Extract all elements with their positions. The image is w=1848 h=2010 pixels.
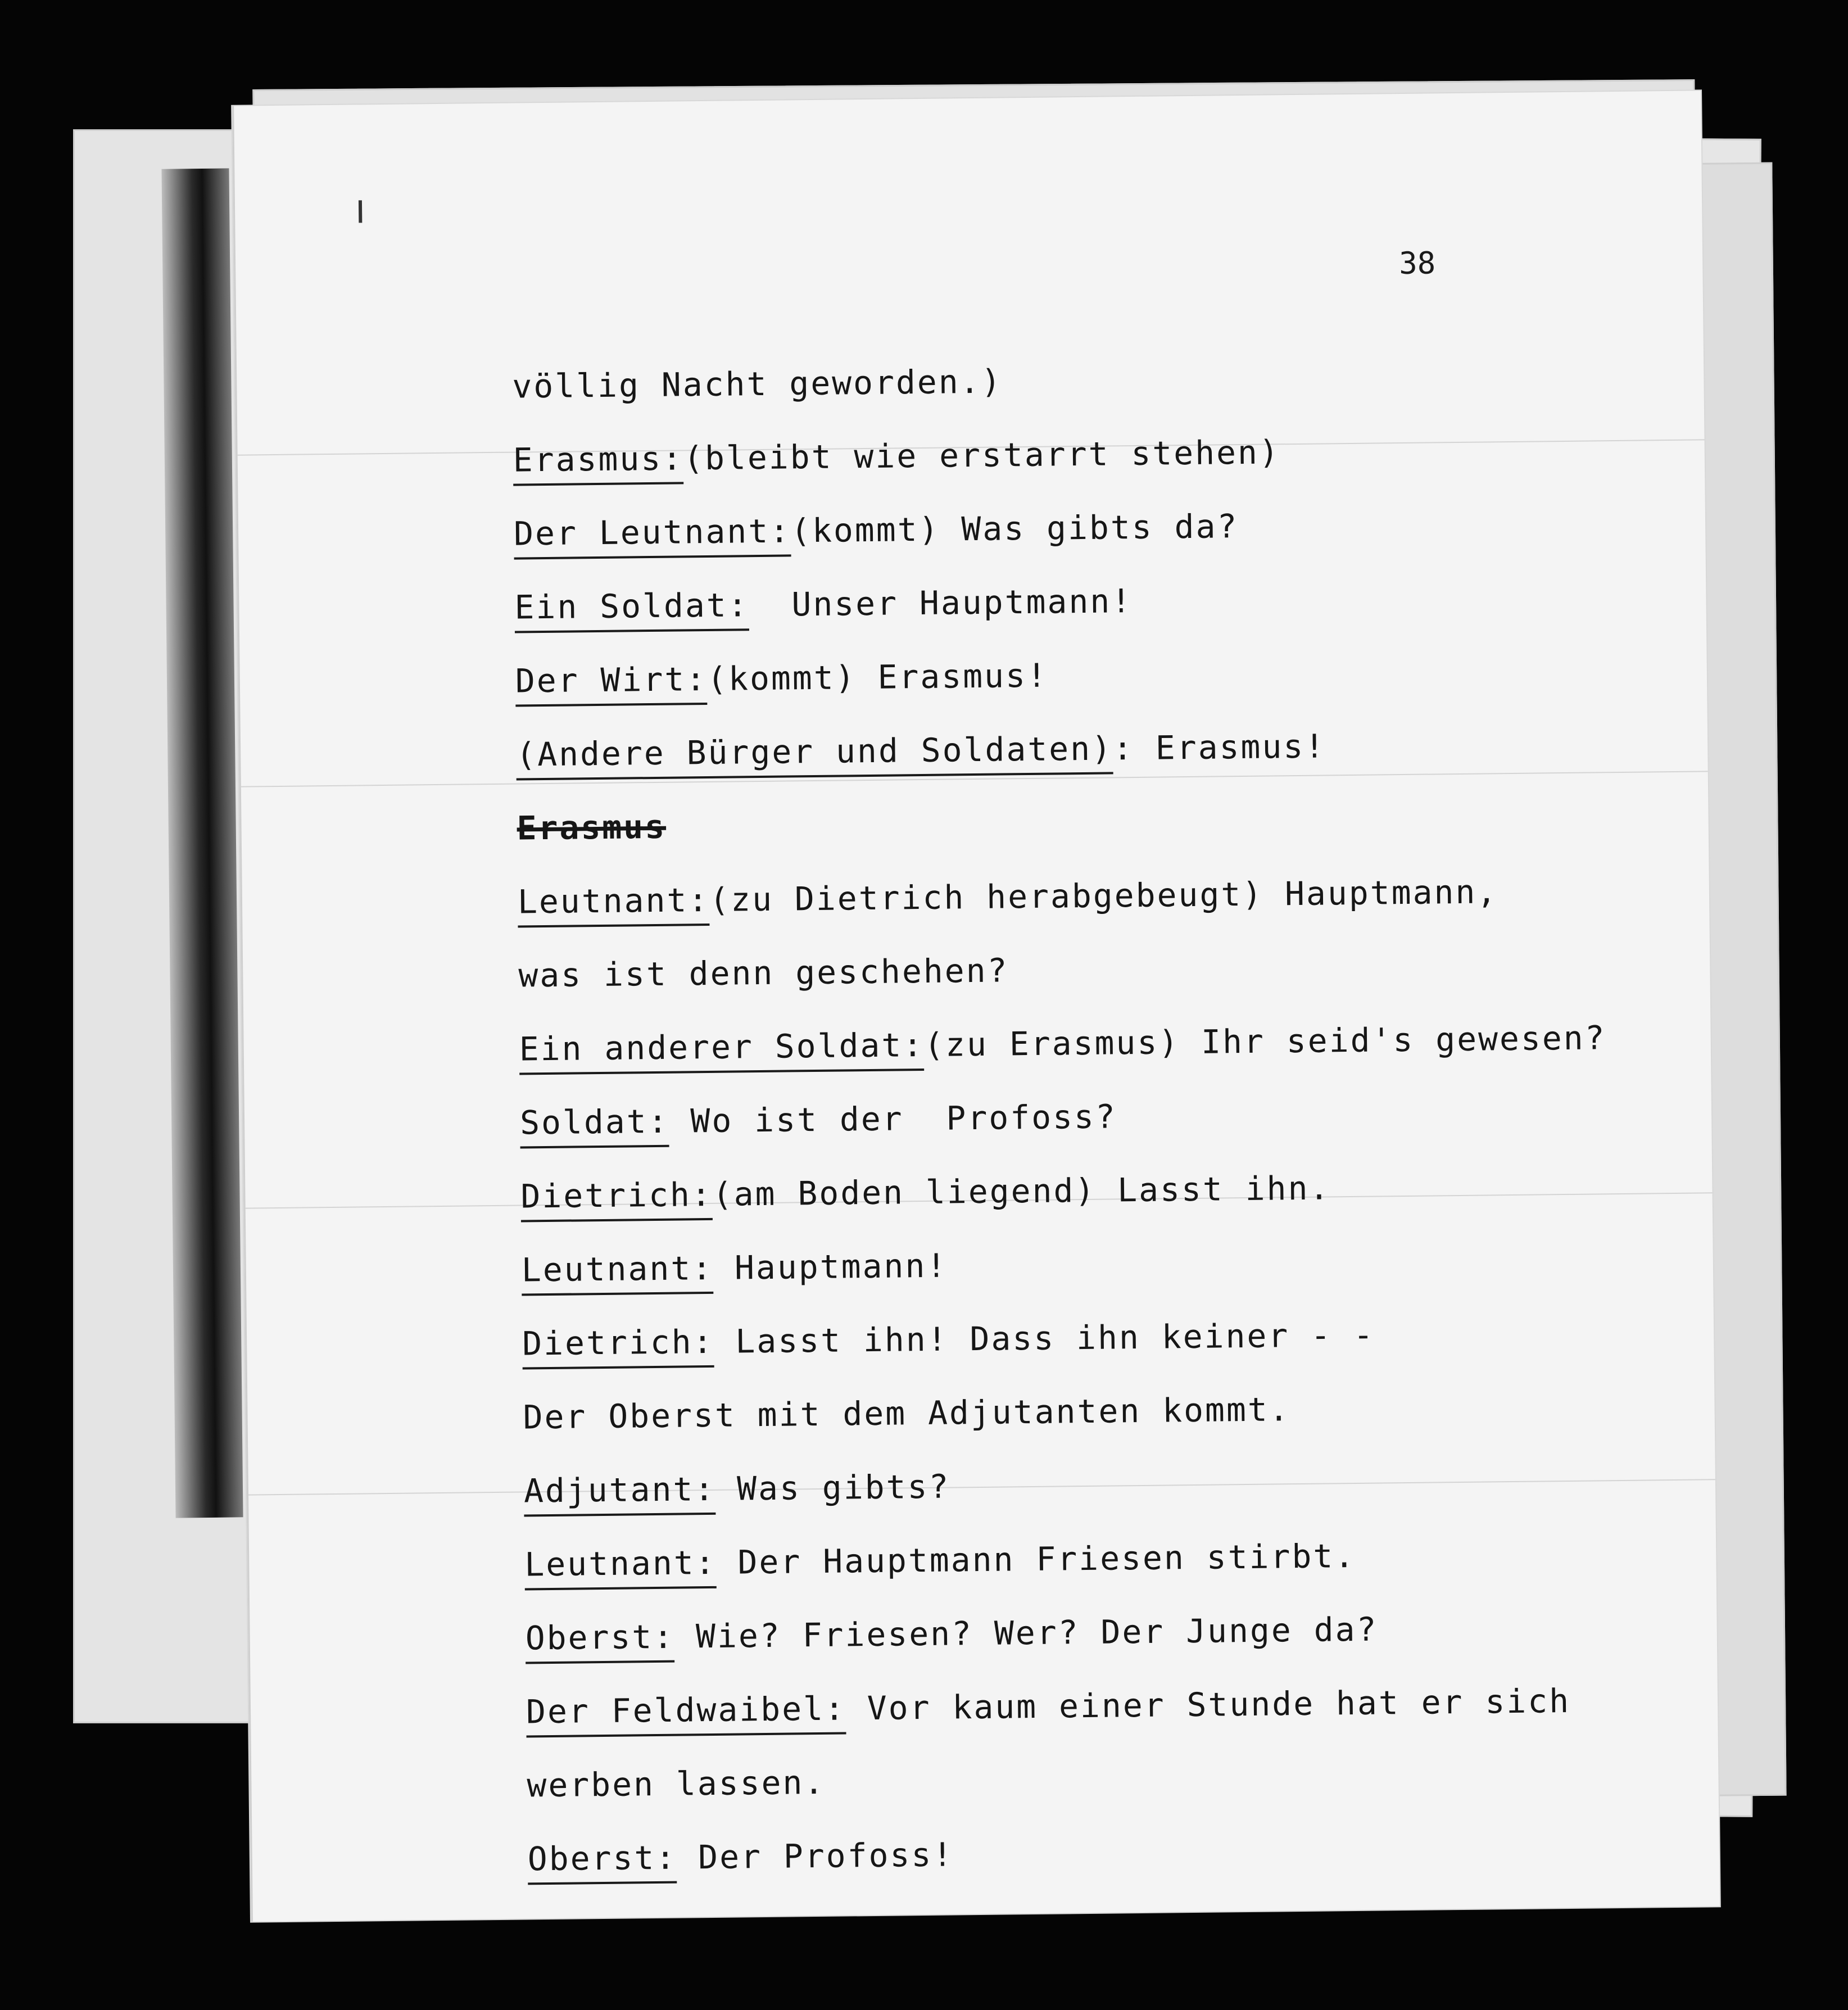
page-number: 38 (1398, 245, 1436, 282)
speaker-label: Ein Soldat: (514, 586, 749, 633)
dialogue-text: (kommt) Was gibts da? (790, 507, 1239, 550)
script-line (514, 503, 1672, 588)
script-line (518, 944, 1677, 1030)
speaker-label: Der Wirt: (515, 660, 708, 707)
dialogue-text: Der Profoss! (676, 1835, 954, 1877)
dialogue-text: (kommt) Erasmus! (706, 656, 1049, 698)
script-line (524, 1460, 1682, 1546)
script-line (523, 1386, 1681, 1472)
script-line (516, 723, 1674, 809)
page-mark (359, 200, 362, 223)
speaker-label: Oberst: (527, 1839, 677, 1885)
dialogue-text: Lasst ihn! Dass ihn keiner - - (714, 1315, 1375, 1361)
page-fold-shadow (161, 168, 243, 1518)
struck-out-line (517, 797, 1675, 883)
dialogue-text: Unser Hauptmann! (749, 582, 1133, 624)
script-line (526, 1681, 1684, 1767)
dialogue-text: Hauptmann! (713, 1246, 948, 1287)
speaker-label: Soldat: (520, 1102, 669, 1149)
document-page (232, 90, 1720, 1921)
struck-text: Erasmus (517, 807, 667, 848)
script-line (514, 576, 1673, 662)
dialogue-text: (zu Erasmus) Ihr seid's gewesen? (923, 1018, 1606, 1064)
script-line (527, 1828, 1686, 1914)
dialogue-text: völlig Nacht geworden.) (512, 362, 1003, 406)
speaker-label: Erasmus: (513, 439, 683, 486)
dialogue-text: Was gibts? (715, 1467, 950, 1508)
dialogue-text: (bleibt wie erstarrt stehen) (683, 433, 1281, 478)
script-line (522, 1312, 1681, 1398)
dialogue-text: Der Oberst mit dem Adjutanten kommt. (523, 1390, 1290, 1437)
speaker-label: Oberst: (525, 1618, 674, 1664)
script-line (519, 1018, 1677, 1104)
speaker-label: Leutnant: (522, 1249, 714, 1296)
script-line (520, 1165, 1679, 1251)
speaker-label: Leutnant: (518, 881, 710, 928)
script-line (527, 1754, 1685, 1840)
script-line (520, 1092, 1678, 1178)
dialogue-text: was ist denn geschehen? (518, 951, 1009, 995)
script-line (518, 871, 1676, 957)
script-line (515, 650, 1674, 736)
speaker-label: Dietrich: (522, 1323, 714, 1370)
typescript-body (512, 355, 1686, 1913)
dialogue-text: : Erasmus! (1112, 727, 1326, 768)
speaker-label: (Andere Bürger und Soldaten) (516, 729, 1113, 780)
dialogue-text: (zu Dietrich herabgebeugt) Hauptmann, (709, 872, 1498, 919)
dialogue-text: werben lassen. (527, 1763, 826, 1805)
dialogue-text: (am Boden liegend) Lasst ihn. (712, 1169, 1331, 1214)
dialogue-text: Vor kaum einer Stunde hat er sich (845, 1681, 1571, 1728)
dialogue-text: Wie? Friesen? Wer? Der Junge da? (674, 1610, 1378, 1656)
script-line (524, 1533, 1683, 1619)
dialogue-text: Der Hauptmann Friesen stirbt. (716, 1536, 1356, 1582)
speaker-label: Der Leutnant: (514, 511, 791, 559)
speaker-label: Dietrich: (520, 1175, 713, 1223)
script-line (512, 355, 1670, 441)
speaker-label: Ein anderer Soldat: (519, 1026, 924, 1075)
speaker-label: Leutnant: (524, 1543, 717, 1591)
speaker-label: Der Feldwaibel: (526, 1689, 846, 1737)
script-line (513, 429, 1671, 515)
script-line (525, 1607, 1683, 1693)
dialogue-text: Wo ist der Profoss? (669, 1097, 1117, 1140)
script-line (522, 1239, 1680, 1325)
speaker-label: Adjutant: (524, 1470, 716, 1517)
